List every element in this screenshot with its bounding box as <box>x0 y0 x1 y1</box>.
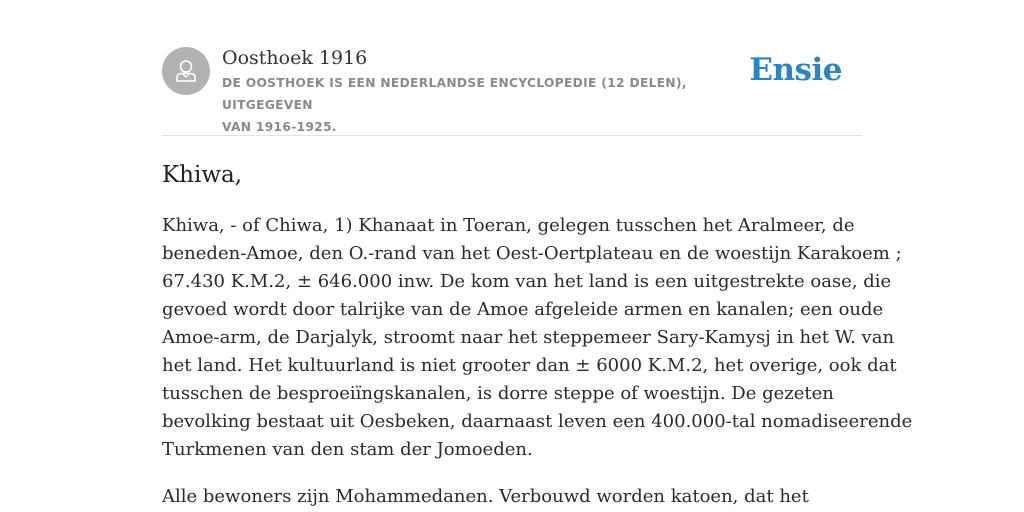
source-description-line: VAN 1916-1925. <box>222 120 337 134</box>
source-description <box>222 72 762 138</box>
text-line: Khiwa, - of Chiwa, 1) Khanaat in Toeran, gelegen tusschen het Aralmeer, de <box>162 215 855 236</box>
paragraph-gap <box>162 464 862 483</box>
entry-body <box>162 212 913 511</box>
text-line: beneden-Amoe, den O.-rand van het Oest-Oertplateau en de woestijn Karakoem ; <box>162 243 902 264</box>
text-line: het land. Het kultuurland is niet grooter dan ± 6000 K.M.2, het overige, ook dat <box>162 355 897 376</box>
text-line: Amoe-arm, de Darjalyk, stroomt naar het steppemeer Sary-Kamysj in het W. van <box>162 327 895 348</box>
source-avatar[interactable] <box>162 47 210 95</box>
text-line: Turkmenen van den stam der Jomoeden. <box>162 439 533 460</box>
text-line: tusschen de besproeiïngskanalen, is dorre steppe of woestijn. De gezeten <box>162 383 834 404</box>
ensie-logo-link[interactable]: Ensie <box>749 52 842 88</box>
entry-title: Khiwa, <box>162 162 243 188</box>
text-line: Alle bewoners zijn Mohammedanen. Verbouwd worden katoen, dat het <box>162 486 809 507</box>
source-title[interactable]: Oosthoek 1916 <box>222 47 368 69</box>
text-line: bevolking bestaat uit Oesbeken, daarnaast leven een 400.000-tal nomadiseerende <box>162 411 913 432</box>
source-header <box>162 44 862 134</box>
source-description-line: DE OOSTHOEK IS EEN NEDERLANDSE ENCYCLOPEDIE (12 DELEN), UITGEGEVEN <box>222 76 687 112</box>
text-line: 67.430 K.M.2, ± 646.000 inw. De kom van het land is een uitgestrekte oase, die <box>162 271 892 292</box>
text-line: gevoed wordt door talrijke van de Amoe afgeleide armen en kanalen; een oude <box>162 299 884 320</box>
header-divider <box>162 135 862 136</box>
paragraph-1 <box>162 212 913 464</box>
paragraph-2 <box>162 483 862 511</box>
user-icon <box>162 47 210 95</box>
